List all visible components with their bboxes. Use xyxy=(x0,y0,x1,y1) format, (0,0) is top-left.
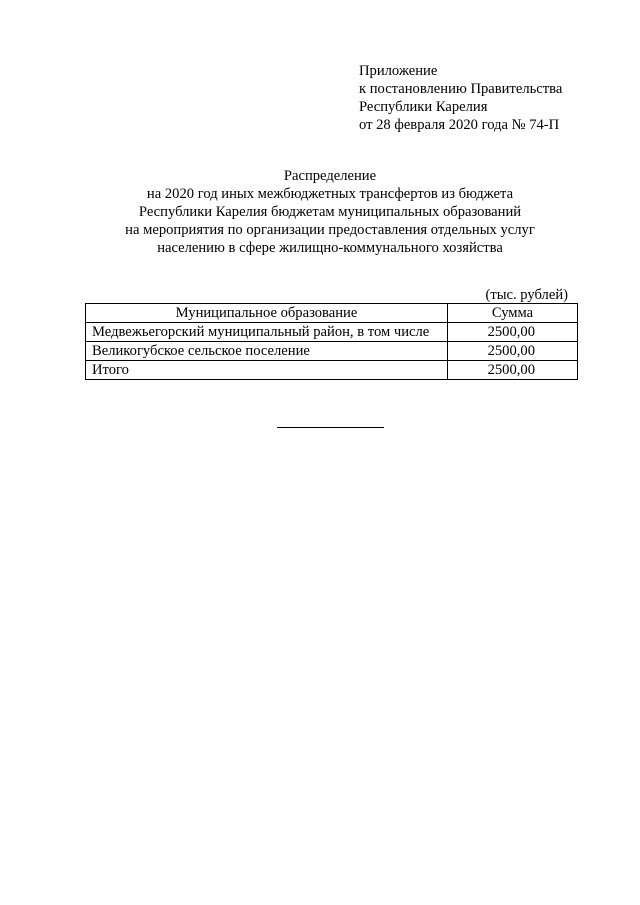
table-header-row xyxy=(86,304,578,323)
title-line: Республики Карелия бюджетам муниципальных образований xyxy=(138,204,522,220)
municipality-name: Великогубское сельское поселение xyxy=(86,342,448,361)
document-title xyxy=(60,167,600,257)
title-line: Распределение xyxy=(283,168,377,184)
total-amount: 2500,00 xyxy=(448,361,578,380)
table-total-row xyxy=(86,361,578,380)
amount-value: 2500,00 xyxy=(448,342,578,361)
total-label: Итого xyxy=(86,361,448,380)
column-header-amount: Сумма xyxy=(448,304,578,323)
title-line: населению в сфере жилищно-коммунального хозяйства xyxy=(157,240,503,256)
appendix-date-line: от 28 февраля 2020 года № 74-П xyxy=(359,117,560,133)
units-label: (тыс. рублей) xyxy=(485,287,568,303)
title-line: на 2020 год иных межбюджетных трансфертов из бюджета xyxy=(146,186,514,202)
table-row xyxy=(86,342,578,361)
distribution-table xyxy=(85,303,578,380)
municipality-name: Медвежьегорский муниципальный район, в том числе xyxy=(86,323,448,342)
appendix-line: Приложение xyxy=(359,63,438,79)
amount-value: 2500,00 xyxy=(448,323,578,342)
column-header-municipality: Муниципальное образование xyxy=(86,304,448,323)
table-row xyxy=(86,323,578,342)
appendix-line: к постановлению Правительства xyxy=(359,81,563,97)
appendix-line: Республики Карелия xyxy=(359,99,488,115)
appendix-block xyxy=(359,62,599,134)
title-line: на мероприятия по организации предоставления отдельных услуг xyxy=(125,222,535,238)
end-separator-line xyxy=(277,427,384,428)
